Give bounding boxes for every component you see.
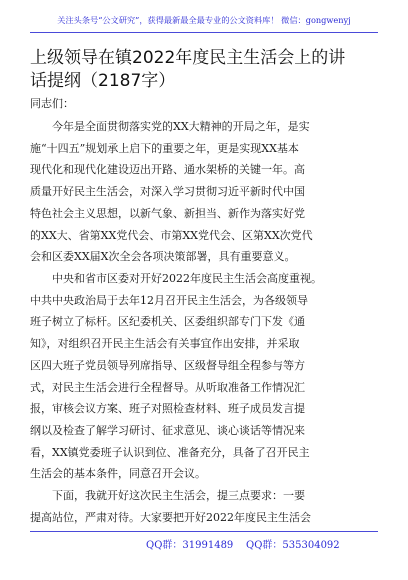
text-line: 质量开好民主生活会，对深入学习贯彻习近平新时代中国 (30, 185, 305, 199)
text-line: 施“十四五”规划承上启下的重要之年，更是实现XX基本 (30, 141, 299, 155)
text-line: 中央和省市区委对开好2022年度民主生活会高度重视。 (52, 272, 322, 285)
paragraph-1 (30, 116, 378, 268)
text-line: 现代化和现代化建设迈出开路、通水架桥的关键一年。高 (30, 163, 305, 177)
qq-group-2: QQ群：535304092 (246, 540, 340, 551)
paragraph-3 (30, 485, 378, 528)
title-line-2: 话提纲（2187字） (30, 71, 176, 91)
footer-divider (30, 531, 378, 532)
text-line: 今年是全面贯彻落实党的XX大精神的开局之年，是实 (52, 120, 310, 133)
salutation: 同志们： (30, 97, 74, 110)
paragraph-2 (30, 268, 378, 485)
title-line-1: 上级领导在镇2022年度民主生活会上的讲 (30, 48, 346, 68)
text-line: 报，审核会议方案、班子对照检查材料、班子成员发言提 (30, 402, 305, 416)
text-line: 中共中央政治局于去年12月召开民主生活会，为各级领导 (30, 293, 308, 307)
text-line: 下面，我就开好这次民主生活会，提三点要求：一要 (52, 489, 305, 502)
text-line: 提高站位，严肃对待。大家要把开好2022年度民主生活会 (30, 510, 311, 524)
text-line: 纲以及检查了解学习研讨、征求意见、谈心谈话等情况来 (30, 423, 305, 437)
text-line: 的XX大、省第XX党代会、市第XX党代会、区第XX次党代 (30, 228, 313, 242)
text-line: 看，XX镇党委班子认识到位、准备充分，具备了召开民主 (30, 445, 310, 459)
header-divider (30, 32, 378, 33)
qq-group-1: QQ群：31991489 (146, 540, 234, 551)
page-header: 关注头条号“公文研究”，获得最新最全最专业的公文资料库！ 微信：gongwenyj (57, 15, 351, 25)
text-line: 式，对民主生活会进行全程督导。从听取准备工作情况汇 (30, 380, 305, 394)
document-title (30, 47, 380, 93)
text-line: 班子树立了标杆。区纪委机关、区委组织部专门下发《通 (30, 315, 305, 329)
text-line: 特色社会主义思想，以新气象、新担当、新作为落实好党 (30, 206, 305, 220)
text-line: 会和区委XX届X次全会各项决策部署，具有重要意义。 (30, 250, 296, 264)
page-footer (30, 534, 378, 552)
text-line: 知》，对组织召开民主生活会有关事宜作出安排，并采取 (30, 337, 300, 351)
text-line: 区四大班子党员领导列席指导、区级督导组全程参与等方 (30, 358, 305, 372)
text-line: 生活会的基本条件，同意召开会议。 (30, 467, 206, 481)
